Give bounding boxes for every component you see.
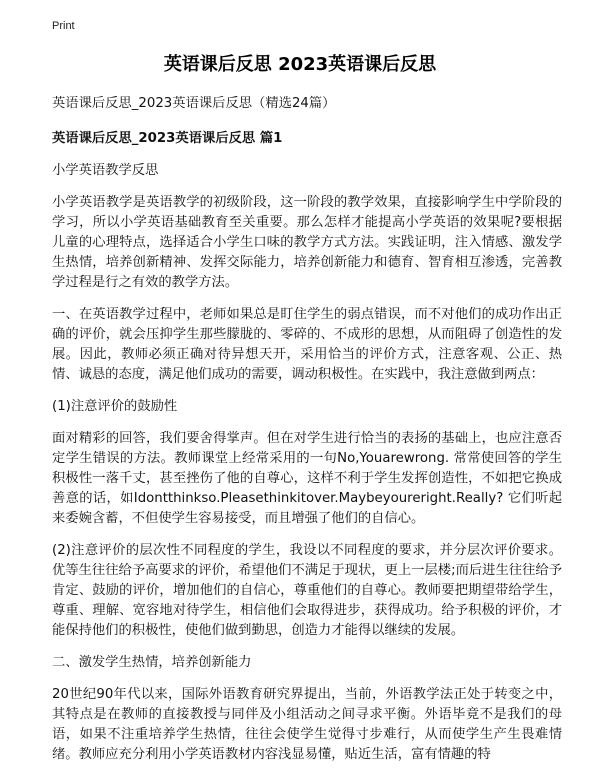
paragraph-encouragement: 面对精彩的回答，我们要舍得掌声。但在对学生进行恰当的表扬的基础上，也应注意否定学生错误的方法。教师课堂上经常采用的一句No,Youarewrong. 常常使回答的学生积极性一落千丈，甚至挫伤了他的自尊心，这样不利于学生发挥创造性，不如把它换成善意的话，如Idontthinkso.Pleasethinkitover.Maybeyoureright.Really? 它们听起来委婉含蓄，不但使学生容易接受，而且增强了他们的自信心。 [52, 431, 562, 526]
paragraph-point-two: 20世纪90年代以来，国际外语教育研究界提出，当前，外语教学法正处于转变之中，其特点是在教师的直接教授与同伴及小组活动之间寻求平衡。外语毕竟不是我们的母语，如果不注重培养学生热情，往往会使学生觉得寸步难行，从而使学生产生畏难情绪。教师应充分利用小学英语教材内容浅显易懂，贴近生活，富有情趣的特 [52, 687, 562, 762]
paragraph-intro: 小学英语教学是英语教学的初级阶段，这一阶段的教学效果，直接影响学生中学阶段的学习，所以小学英语基础教育至关重要。那么怎样才能提高小学英语的效果呢?要根据儿童的心理特点，选择适合小学生口味的教学方式方法。实践证明，注入情感、激发学生热情，培养创新精神、发挥交际能力，培养创新能力和德育、智育相互渗透，完善教学过程是行之有效的教学方法。 [52, 195, 562, 290]
section-heading: 英语课后反思_2023英语课后反思 篇1 [52, 131, 283, 146]
document-subtitle: 英语课后反思_2023英语课后反思（精选24篇） [52, 96, 336, 111]
paragraph-point-one: 一、在英语教学过程中，老师如果总是盯住学生的弱点错误，而不对他们的成功作出正确的评价，就会压抑学生那些朦胧的、零碎的、不成形的思想，从而阻碍了创造性的发展。因此，教师必须正确对待异想天开，采用恰当的评价方式，注意客观、公正、热情、诚恳的态度，满足他们成功的需要，调动积极性。在实践中，我注意做到两点： [52, 307, 562, 382]
section-subtitle: 小学英语教学反思 [52, 163, 159, 178]
subheading-point-two: 二、激发学生热情，培养创新能力 [52, 655, 252, 670]
paragraph-levels: (2)注意评价的层次性不同程度的学生，我设以不同程度的要求，并分层次评价要求。优等生往往给予高要求的评价，希望他们不满足于现状，更上一层楼;而后进生往往给予肯定、鼓励的评价，增加他们的自信心，尊重他们的自尊心。教师要把期望带给学生，尊重、理解、宽容地对待学生，相信他们会取得进步，获得成功。给予积极的评价，才能保持他们的积极性，使他们做到勤思，创造力才能得以继续的发展。 [52, 543, 562, 638]
document-body [52, 94, 562, 777]
print-label[interactable]: Print [52, 20, 75, 32]
document-title: 英语课后反思 2023英语课后反思 [163, 54, 437, 75]
subheading-encouragement: (1)注意评价的鼓励性 [52, 399, 178, 414]
